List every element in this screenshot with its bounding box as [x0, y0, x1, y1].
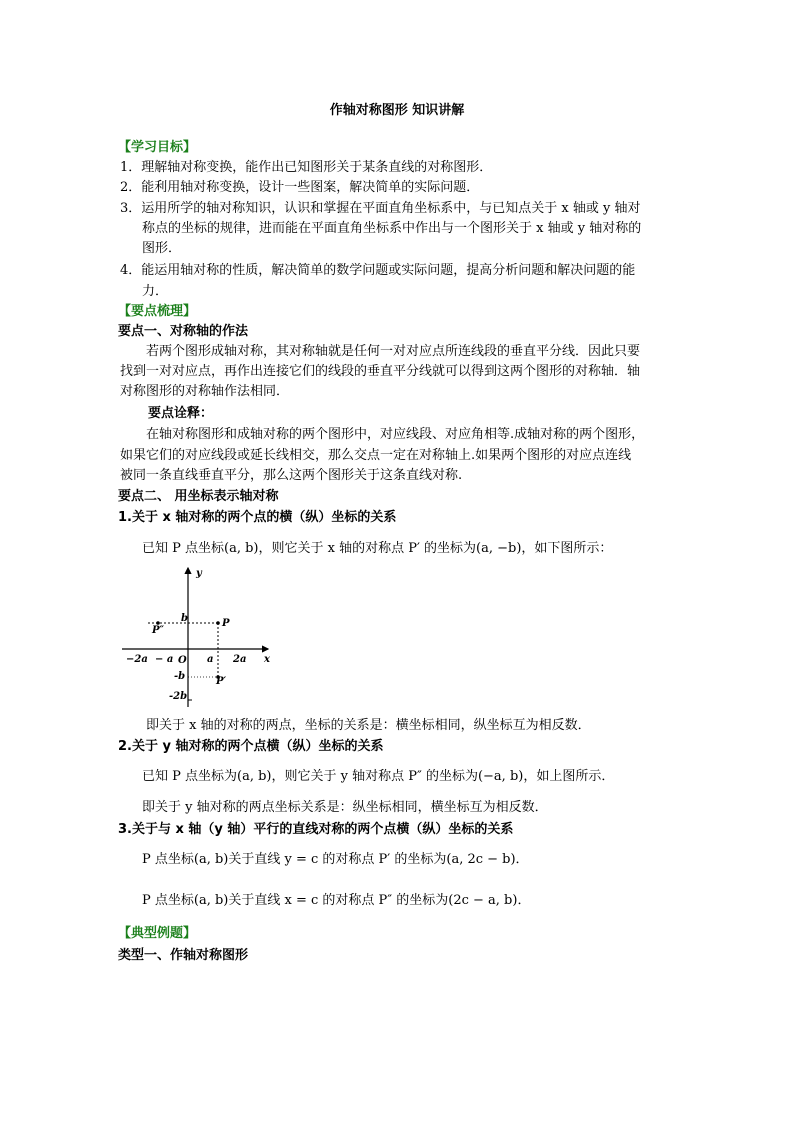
point-p: [216, 621, 220, 625]
goals-header: 【学习目标】: [118, 140, 197, 155]
y-axis-label: y: [196, 568, 202, 579]
sub1-conclusion: 即关于 x 轴的对称的两点，坐标的关系是：横坐标相同，纵坐标互为相反数．: [146, 718, 591, 733]
type1-title: 类型一、作轴对称图形: [118, 948, 249, 963]
y-tick-label: b: [181, 613, 188, 624]
sub3-line: P 点坐标(a, b)关于直线 y = c 的对称点 P′ 的坐标为(a, 2c − b)．: [142, 852, 529, 867]
paragraph-line: 在轴对称图形和成轴对称的两个图形中，对应线段、对应角相等.成轴对称的两个图形，: [146, 427, 645, 442]
x-axis-label: x: [264, 654, 270, 665]
goal-item: 2．能利用轴对称变换，设计一些图案，解决简单的实际问题．: [120, 180, 480, 195]
sub2-intro: 已知 P 点坐标为(a, b)，则它关于 y 轴对称点 P″ 的坐标为(−a, b)，如上图所示．: [142, 769, 615, 784]
x-tick-label: a: [207, 654, 214, 665]
paragraph-line: 被同一条直线垂直平分，那么这两个图形关于这条直线对称.: [120, 468, 463, 483]
point2-title: 要点二、 用坐标表示轴对称: [118, 489, 279, 504]
sub2-title: 2.关于 y 轴对称的两个点横（纵）坐标的关系: [118, 739, 384, 754]
goal-item-cont: 力．: [142, 284, 169, 299]
paragraph-line: 若两个图形成轴对称，其对称轴就是任何一对对应点所连线段的垂直平分线．因此只要: [146, 344, 641, 359]
point1-title: 要点一、对称轴的作法: [118, 324, 249, 339]
page-title: 作轴对称图形 知识讲解: [329, 103, 465, 118]
p-label: P: [222, 618, 230, 629]
coordinate-figure: [118, 562, 288, 712]
paragraph-line: 如果它们的对应线段或延长线相交，那么交点一定在对称轴上.如果两个图形的对应点连线: [120, 448, 632, 463]
y-tick-label: -2b: [169, 691, 188, 702]
sub1-title: 1.关于 x 轴对称的两个点的横（纵）坐标的关系: [118, 510, 397, 525]
points-header: 【要点梳理】: [118, 304, 197, 319]
goal-item-cont: 图形．: [142, 241, 182, 256]
goal-item-cont: 称点的坐标的规律，进而能在平面直角坐标系中作出与一个图形关于 x 轴或 y 轴对称的: [142, 221, 642, 236]
point1-note-title: 要点诠释：: [148, 406, 214, 421]
p-dprime-label: P″: [152, 625, 164, 636]
origin-label: O: [178, 655, 187, 666]
sub2-conclusion: 即关于 y 轴对称的两点坐标关系是：纵坐标相同，横坐标互为相反数．: [142, 800, 548, 815]
y-tick-label: -b: [174, 671, 186, 682]
goal-item: 4．能运用轴对称的性质，解决简单的数学问题或实际问题，提高分析问题和解决问题的能: [120, 263, 636, 278]
x-tick-label: −2a: [126, 654, 148, 665]
sub3-title: 3.关于与 x 轴（y 轴）平行的直线对称的两个点横（纵）坐标的关系: [118, 822, 514, 837]
sub3-line: P 点坐标(a, b)关于直线 x = c 的对称点 P″ 的坐标为(2c − a, b)．: [142, 893, 531, 908]
x-tick-label: − a: [155, 654, 174, 665]
goal-item: 1．理解轴对称变换，能作出已知图形关于某条直线的对称图形．: [120, 160, 493, 175]
paragraph-line: 找到一对对应点，再作出连接它们的线段的垂直平分线就可以得到这两个图形的对称轴．轴: [120, 364, 641, 379]
paragraph-line: 对称图形的对称轴作法相同．: [120, 384, 290, 399]
sub1-intro: 已知 P 点坐标(a, b)，则它关于 x 轴的对称点 P′ 的坐标为(a, −b)，如下图所示：: [142, 541, 613, 556]
examples-header: 【典型例题】: [118, 926, 197, 941]
goal-item: 3．运用所学的轴对称知识，认识和掌握在平面直角坐标系中，与已知点关于 x 轴或 y 轴对: [120, 201, 641, 216]
x-tick-label: 2a: [233, 654, 247, 665]
p-prime-label: P′: [216, 676, 227, 687]
